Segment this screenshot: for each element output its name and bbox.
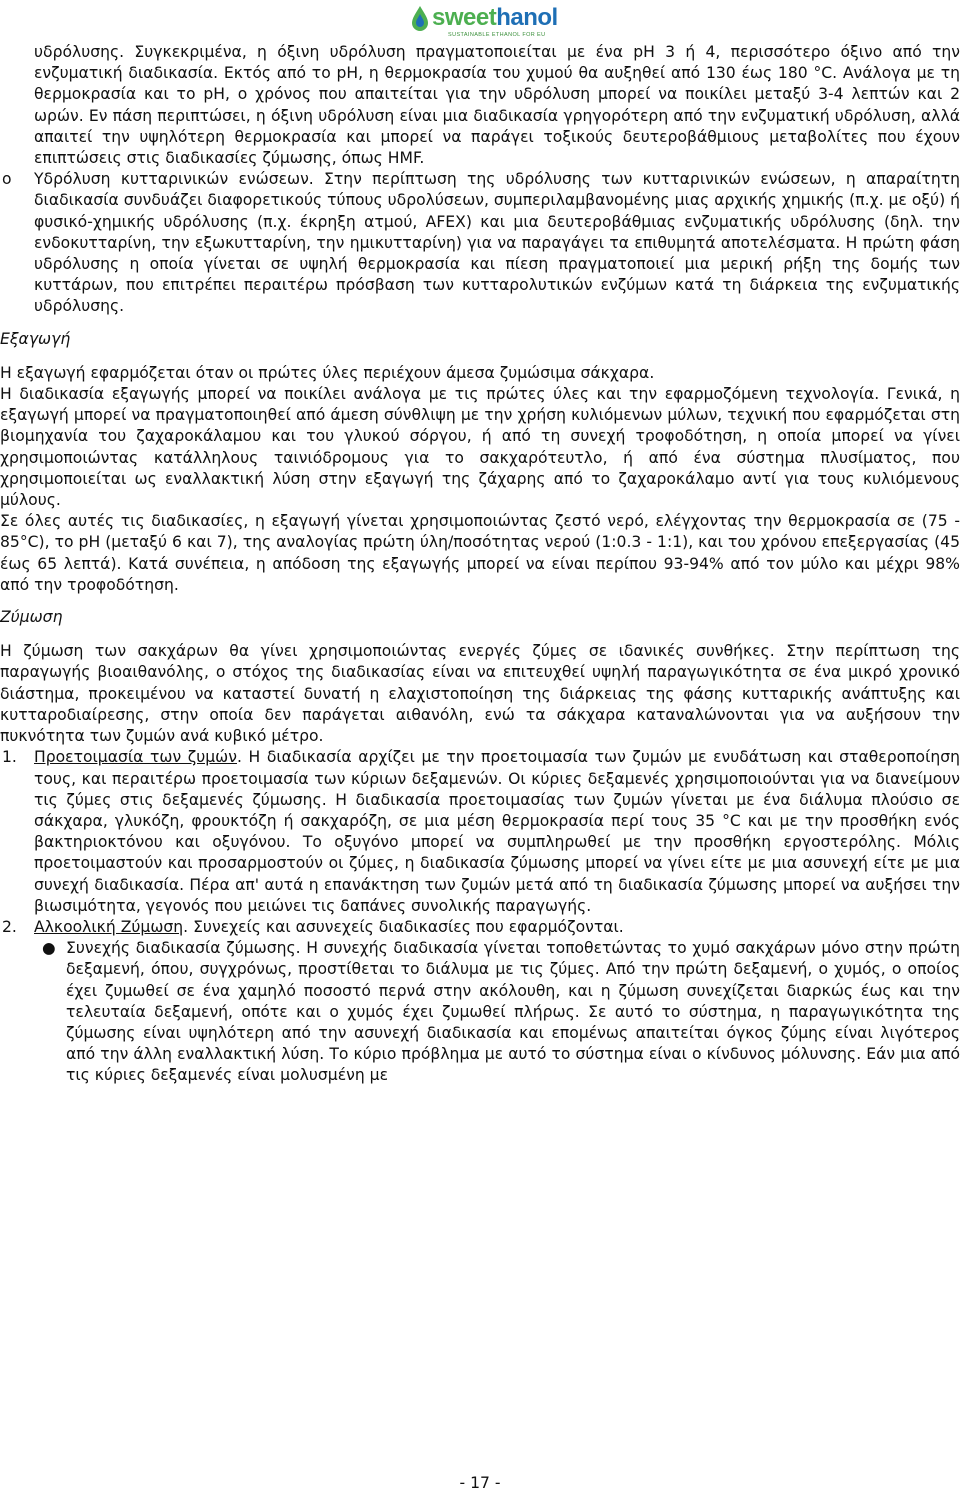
section-heading-extraction: Εξαγωγή [0, 329, 71, 348]
paragraph-extraction-3: Σε όλες αυτές τις διαδικασίες, η εξαγωγή γίνεται χρησιμοποιώντας ζεστό νερό, ελέγχοντας την θερμοκρασία σε (75 - 85°C), το pH (μεταξύ 6 και 7), της αναλογίας πρώτη ύλη/ποσότητας νερού (1:0.3 - 1:1), και του χρόνου επεξεργασίας (45 έως 65 λεπτά). Κατά συνέπεια, η απόδοση της εξαγωγής μπορεί να είναι περίπου 93-94% από τον μύλο και μέχρι 98% από την τροφοδότηση. [0, 512, 960, 594]
list-item-title: Αλκοολική Ζύμωση [34, 917, 184, 936]
list-item-text: . Η διαδικασία αρχίζει με την προετοιμασία των ζυμών με ενυδάτωση και σταθεροποίηση τους, και περαιτέρω προετοιμασία των κύριων δεξαμενών. Οι κύριες δεξαμενές χρησιμοποιούνται για να διανείμουν τις ζύμες στις δεξαμενές ζύμωσης. Η διαδικασία προετοιμασίας των ζυμών γίνεται με ένα διάλυμα πλούσιο σε σάκχαρα, γλυκόζη, φρουκτόζη ή σακχαρόζη, σε μια μέση θερμοκρασία περί τους 35 °C και με την προσθήκη ενός βακτηριοκτόνου και οξυγόνου. Το οξυγόνο μπορεί να συμπληρωθεί με την προσθήκη εργοστερόλης. Μόλις προετοιμαστούν και προσαρμοστούν οι ζύμες, η διαδικασία ζύμωσης μπορεί να γίνει είτε με μια ασυνεχή είτε με μια συνεχή διαδικασία. Πέρα απ' αυτά η επανάκτηση των ζυμών μετά από τη διαδικασία ζύμωσης μπορεί να αυξήσει την βιωσιμότητα, γεγονός που μειώνει τις δαπάνες συνολικής παραγωγής. [34, 748, 960, 915]
list-item-text: . Συνεχείς και ασυνεχείς διαδικασίες που εφαρμόζονται. [183, 917, 624, 936]
list-item-yeast-preparation [0, 747, 960, 917]
list-number: 1. [2, 748, 17, 767]
paragraph-extraction-2: Η διαδικασία εξαγωγής μπορεί να ποικίλει ανάλογα με τις πρώτες ύλες και την εφαρμοζόμενη τεχνολογία. Γενικά, η εξαγωγή μπορεί να πραγματοποιηθεί από άμεση σύνθλιψη με την χρήση κυλιόμενων μύλων, τεχνική που εφαρμόζεται στη βιομηχανία του ζαχαροκάλαμου και του γλυκού σόργου, ή από τη συνεχή τροφοδότηση, η οποία μπορεί να γίνει χρησιμοποιώντας κατάλληλους ταινιόδρομους για το σακχαρότευτλο, ή από ένα σύστημα πλυσίματος, που χρησιμοποιείται ως εναλλακτική λύση στην εξαγωγή της ζάχαρης από το ζαχαροκάλαμο αντί για τους κυλιόμενους μύλους. [0, 385, 960, 510]
document-body [0, 42, 960, 1087]
section-heading-fermentation: Ζύμωση [0, 608, 63, 627]
sweethanol-logo [408, 3, 558, 41]
bullet-icon: ● [42, 939, 56, 958]
logo-wordmark: sweethanol [432, 4, 558, 31]
paragraph-fermentation-1: Η ζύμωση των σακχάρων θα γίνει χρησιμοποιώντας ενεργές ζύμες σε ιδανικές συνθήκες. Στην περίπτωση της παραγωγής βιοαιθανόλης, ο στόχος της διαδικασίας είναι να επιτευχθεί υψηλή παραγωγικότητα σε ένα μικρό χρονικό διάστημα, προκειμένου να καταστεί δυνατή η ελαχιστοποίηση της διάρκειας της φάσης κυτταρικής ανάπτυξης και κυτταροδιαίρεσης, στην οποία δεν παράγεται αιθανόλη, ενώ τα σάκχαρα καταναλώνονται για να αυξήσουν την πυκνότητα των ζυμών ανά κυβικό μέτρο. [0, 642, 960, 746]
logo-tagline: SUSTAINABLE ETHANOL FOR EU [448, 32, 546, 38]
paragraph-cellulose-hydrolysis: Υδρόλυση κυτταρινικών ενώσεων. Στην περίπτωση της υδρόλυσης των κυτταρινικών ενώσεων, η απαραίτητη διαδικασία συνδυάζει διαφορετικούς τύπους υδρολύσεων, συμπεριλαμβανομένης μιας αρχικής χημικής (π.χ. με οξύ) ή φυσικό-χημικής υδρόλυσης (π.χ. έκρηξη ατμού, AFEX) και μια δευτεροβάθμιας ενζυματικής υδρόλυσης (δηλ. την ενδοκυτταρίνη, την εξωκυτταρίνη, την ημικυτταρίνη) για να παραγάγει τα επιθυμητά αποτελέσματα. Η πρώτη φάση υδρόλυσης η οποία γίνεται σε υψηλή θερμοκρασία και πίεση πραγματοποιεί μια μερική ρήξη της δομής των κυττάρων, που επιτρέπει περαιτέρω πρόσβαση των κυτταρολυτικών ενζύμων κατά τη διάρκεια της ενζυματικής υδρόλυσης. [34, 170, 960, 316]
paragraph-acid-hydrolysis: υδρόλυσης. Συγκεκριμένα, η όξινη υδρόλυση πραγματοποιείται με ένα pH 3 ή 4, περισσότερο όξινο από την ενζυματική διαδικασία. Εκτός από το pH, η θερμοκρασία του χυμού θα αυξηθεί από 130 έως 180 °C. Ανάλογα με τη θερμοκρασία και το pH, ο χρόνος που απαιτείται για την υδρόλυση μπορεί να ποικίλει μεταξύ 3-4 λεπτών και 2 ωρών. Εν πάση περιπτώσει, η όξινη υδρόλυση είναι μια διαδικασία γρηγορότερη από την ενζυματική υδρόλυση, αλλά απαιτεί την υψηλότερη θερμοκρασία και μπορεί να παράγει τοξικούς δευτεροβάθμιους μεταβολίτες που έχουν επιπτώσεις στις διαδικασίες ζύμωσης, όπως HMF. [34, 43, 960, 168]
list-item-alcoholic-fermentation [0, 917, 960, 938]
list-number: 2. [2, 917, 17, 936]
paragraph-extraction-1: Η εξαγωγή εφαρμόζεται όταν οι πρώτες ύλες περιέχουν άμεσα ζυμώσιμα σάκχαρα. [0, 363, 655, 382]
page-number: - 17 - [459, 1474, 501, 1492]
list-item-title: Προετοιμασία των ζυμών [34, 748, 237, 767]
bullet-text: Συνεχής διαδικασία ζύμωσης. Η συνεχής διαδικασία γίνεται τοποθετώντας το χυμό σακχάρων μόνο στην πρώτη δεξαμενή, όπου, συγχρόνως, προστίθεται το διάλυμα με τις ζύμες. Από την πρώτη δεξαμενή, ο χυμός, ο οποίος έχει ζυμωθεί σε ένα χαμηλό ποσοστό περνά στην ακόλουθη, και η ζύμωση συνεχίζεται διαρκώς έως και την τελευταία δεξαμενή, οπότε και ο χυμός έχει ζυμωθεί πλήρως. Σε αυτό το σύστημα, η παραγωγικότητα της ζύμωσης είναι υψηλότερη από την ασυνεχή διαδικασία και επομένως απαιτείται όγκος ζύμης είναι λιγότερος από την άλλη εναλλακτική λύση. Το κύριο πρόβλημα με αυτό το σύστημα είναι ο κίνδυνος μόλυνσης. Εάν μια από τις κύριες δεξαμενές είναι μολυσμένη με [66, 939, 960, 1085]
circle-bullet-icon: o [2, 170, 12, 189]
bullet-item-continuous-fermentation [0, 938, 960, 1086]
list-item-cellulose [0, 169, 960, 317]
water-drop-icon [410, 5, 430, 33]
